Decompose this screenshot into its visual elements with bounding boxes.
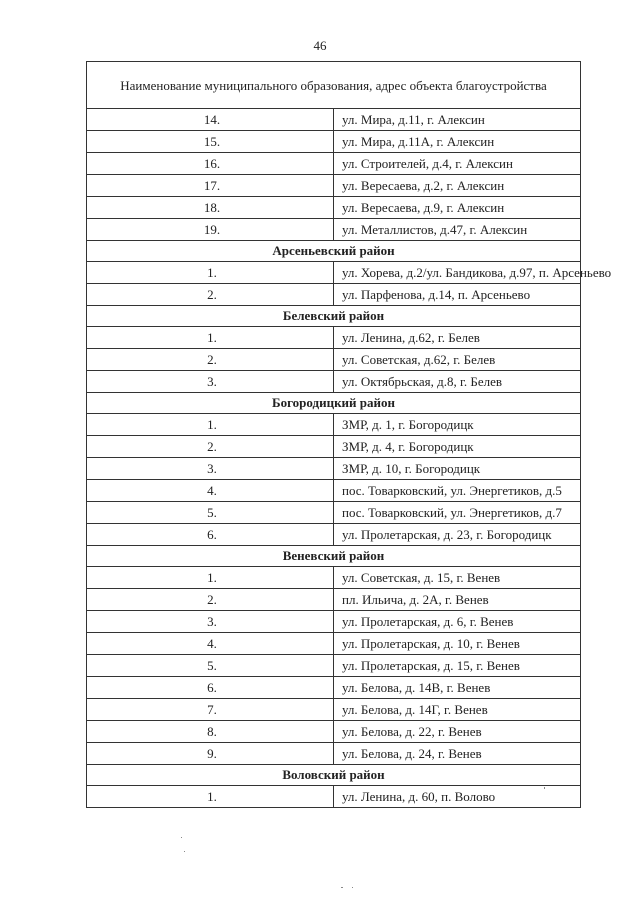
row-number: 16. <box>87 153 334 175</box>
row-number: 6. <box>87 677 334 699</box>
row-address: ул. Белова, д. 22, г. Венев <box>334 721 581 743</box>
row-number: 1. <box>87 414 334 436</box>
row-address: ЗМР, д. 1, г. Богородицк <box>334 414 581 436</box>
table-row <box>87 284 581 306</box>
table-row <box>87 677 581 699</box>
table-row <box>87 262 581 284</box>
district-section-row <box>87 393 581 414</box>
row-number: 4. <box>87 633 334 655</box>
row-address: ул. Пролетарская, д. 15, г. Венев <box>334 655 581 677</box>
row-address: ул. Советская, д.62, г. Белев <box>334 349 581 371</box>
row-number: 1. <box>87 786 334 808</box>
table-row <box>87 655 581 677</box>
row-number: 2. <box>87 349 334 371</box>
table-row <box>87 436 581 458</box>
district-section-row <box>87 765 581 786</box>
row-address: пос. Товарковский, ул. Энергетиков, д.7 <box>334 502 581 524</box>
table-row <box>87 743 581 765</box>
address-table-body <box>87 62 612 808</box>
row-number: 17. <box>87 175 334 197</box>
row-number: 8. <box>87 721 334 743</box>
row-number: 1. <box>87 327 334 349</box>
table-row <box>87 109 581 131</box>
district-section-title: Воловский район <box>87 765 581 786</box>
row-number: 2. <box>87 436 334 458</box>
scan-speck <box>341 887 343 888</box>
row-number: 3. <box>87 458 334 480</box>
row-number: 3. <box>87 371 334 393</box>
row-number: 5. <box>87 502 334 524</box>
row-address: пл. Ильича, д. 2А, г. Венев <box>334 589 581 611</box>
table-row <box>87 153 581 175</box>
row-number: 15. <box>87 131 334 153</box>
row-address: ул. Пролетарская, д. 6, г. Венев <box>334 611 581 633</box>
table-row <box>87 197 581 219</box>
district-section-title: Арсеньевский район <box>87 241 581 262</box>
table-row <box>87 589 581 611</box>
row-number: 14. <box>87 109 334 131</box>
row-address: ул. Мира, д.11А, г. Алексин <box>334 131 581 153</box>
row-address: ул. Парфенова, д.14, п. Арсеньево <box>334 284 581 306</box>
row-address: ул. Пролетарская, д. 10, г. Венев <box>334 633 581 655</box>
table-row <box>87 633 581 655</box>
row-number: 1. <box>87 262 334 284</box>
row-address: ул. Ленина, д.62, г. Белев <box>334 327 581 349</box>
row-number: 6. <box>87 524 334 546</box>
row-number: 4. <box>87 480 334 502</box>
scan-speck <box>184 851 185 852</box>
row-number: 18. <box>87 197 334 219</box>
row-address: ул. Пролетарская, д. 23, г. Богородицк <box>334 524 581 546</box>
page-number: 46 <box>313 38 327 53</box>
table-row <box>87 502 581 524</box>
table-row <box>87 567 581 589</box>
row-number: 5. <box>87 655 334 677</box>
district-section-title: Белевский район <box>87 306 581 327</box>
row-address: ул. Ленина, д. 60, п. Волово <box>334 786 581 808</box>
row-number: 2. <box>87 589 334 611</box>
table-header-cell: Наименование муниципального образования, адрес объекта благоустройства <box>87 62 581 109</box>
table-header-row <box>87 62 581 109</box>
row-address: ЗМР, д. 4, г. Богородицк <box>334 436 581 458</box>
table-row <box>87 699 581 721</box>
row-number: 3. <box>87 611 334 633</box>
table-row <box>87 327 581 349</box>
row-address: ЗМР, д. 10, г. Богородицк <box>334 458 581 480</box>
scan-speck <box>181 837 182 838</box>
row-address: ул. Вересаева, д.2, г. Алексин <box>334 175 581 197</box>
district-section-title: Богородицкий район <box>87 393 581 414</box>
district-section-row <box>87 241 581 262</box>
row-address: ул. Белова, д. 24, г. Венев <box>334 743 581 765</box>
district-section-row <box>87 306 581 327</box>
table-row <box>87 371 581 393</box>
row-address: ул. Хорева, д.2/ул. Бандикова, д.97, п. Арсеньево <box>334 262 581 284</box>
table-row <box>87 458 581 480</box>
district-section-title: Веневский район <box>87 546 581 567</box>
table-row <box>87 524 581 546</box>
row-number: 1. <box>87 567 334 589</box>
row-address: пос. Товарковский, ул. Энергетиков, д.5 <box>334 480 581 502</box>
table-row <box>87 786 581 808</box>
scan-speck <box>544 787 545 789</box>
row-address: ул. Мира, д.11, г. Алексин <box>334 109 581 131</box>
scan-speck <box>352 887 353 888</box>
table-row <box>87 175 581 197</box>
row-address: ул. Советская, д. 15, г. Венев <box>334 567 581 589</box>
address-table <box>86 61 612 808</box>
row-number: 7. <box>87 699 334 721</box>
district-section-row <box>87 546 581 567</box>
row-address: ул. Вересаева, д.9, г. Алексин <box>334 197 581 219</box>
row-address: ул. Белова, д. 14В, г. Венев <box>334 677 581 699</box>
row-address: ул. Металлистов, д.47, г. Алексин <box>334 219 581 241</box>
row-address: ул. Строителей, д.4, г. Алексин <box>334 153 581 175</box>
row-address: ул. Октябрьская, д.8, г. Белев <box>334 371 581 393</box>
table-row <box>87 611 581 633</box>
row-address: ул. Белова, д. 14Г, г. Венев <box>334 699 581 721</box>
row-number: 9. <box>87 743 334 765</box>
row-number: 19. <box>87 219 334 241</box>
table-row <box>87 219 581 241</box>
row-number: 2. <box>87 284 334 306</box>
table-row <box>87 480 581 502</box>
table-row <box>87 414 581 436</box>
table-row <box>87 349 581 371</box>
table-row <box>87 131 581 153</box>
table-row <box>87 721 581 743</box>
